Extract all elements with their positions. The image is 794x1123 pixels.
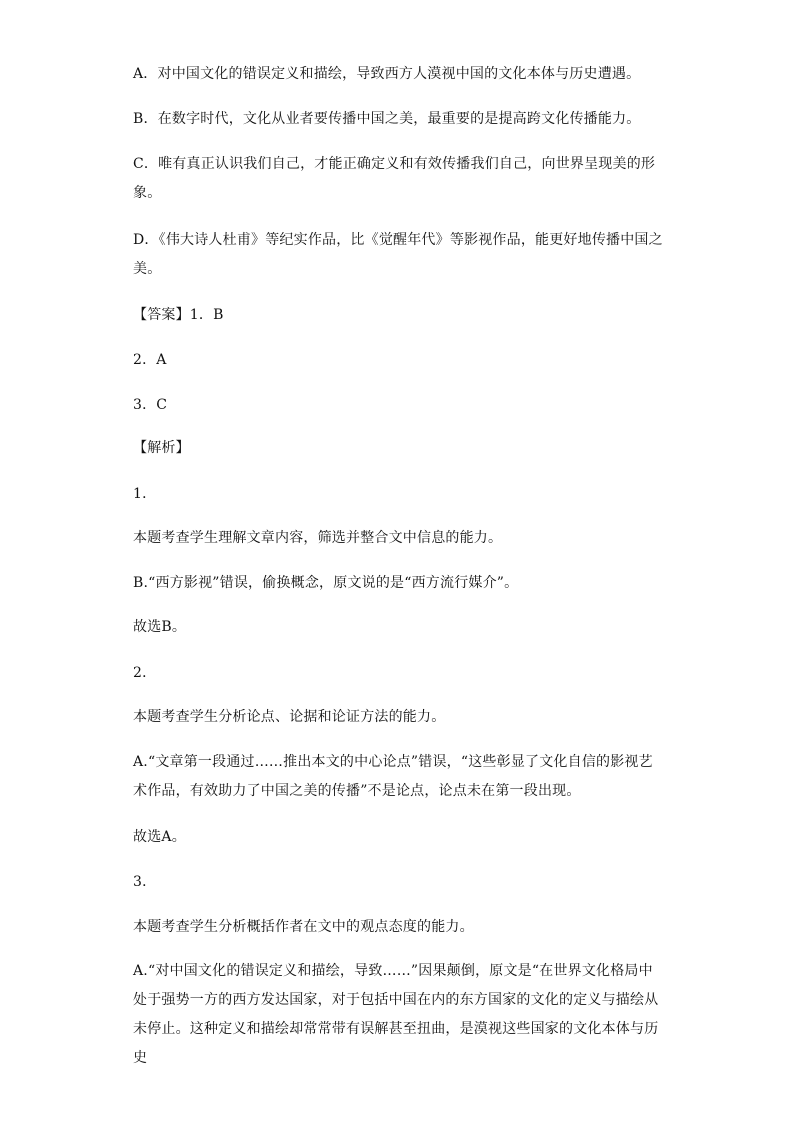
q1-number: 1． [133,486,157,502]
q1-intro: 本题考查学生理解文章内容，筛选并整合文中信息的能力。 [133,530,503,546]
q2-conclusion: 故选A。 [133,829,186,845]
q3-number: 3． [133,874,157,890]
q2-number: 2． [133,665,157,681]
q1-conclusion: 故选B。 [133,619,187,635]
q2-detail: A.“文章第一段通过……推出本文的中心论点”错误，“这些彰显了文化自信的影视艺术作品，有效助力了中国之美的传播”不是论点，论点未在第一段出现。 [133,754,653,799]
q2-intro: 本题考查学生分析论点、论据和论证方法的能力。 [133,709,446,725]
answer-line-1: 【答案】1．B [133,307,224,323]
q1-detail: B.“西方影视”错误，偷换概念，原文说的是“西方流行媒介”。 [133,575,519,591]
answer-line-3: 3．C [133,397,168,413]
analysis-heading: 【解析】 [133,440,190,456]
option-b: B．在数字时代，文化从业者要传播中国之美，最重要的是提高跨文化传播能力。 [133,111,641,127]
option-d: D．《伟大诗人杜甫》等纪实作品，比《觉醒年代》等影视作品，能更好地传播中国之美。 [133,232,663,277]
q3-intro: 本题考查学生分析概括作者在文中的观点态度的能力。 [133,919,474,935]
option-c: C．唯有真正认识我们自己，才能正确定义和有效传播我们自己，向世界呈现美的形象。 [133,156,656,201]
answer-line-2: 2．A [133,352,167,368]
option-a: A．对中国文化的错误定义和描绘，导致西方人漠视中国的文化本体与历史遭遇。 [133,66,641,82]
q3-detail: A.“对中国文化的错误定义和描绘，导致……”因果颠倒，原文是“在世界文化格局中处于强势一方的西方发达国家，对于包括中国在内的东方国家的文化的定义与描绘从未停止。这种定义和描绘却常常带有误解甚至扭曲，是漠视这些国家的文化本体与历史 [133,963,659,1066]
